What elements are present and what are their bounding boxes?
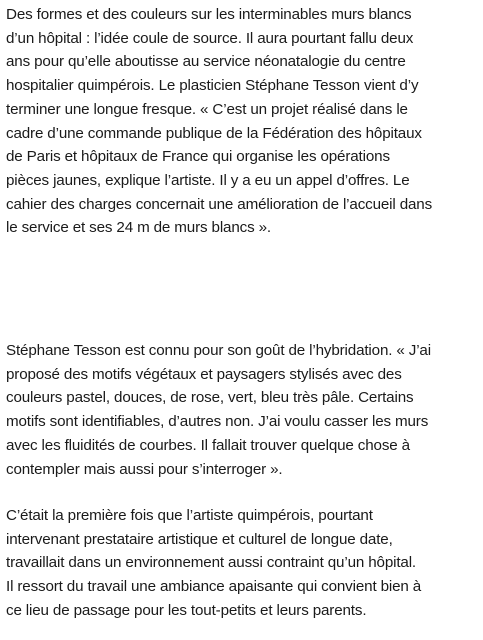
paragraph-line: Stéphane Tesson est connu pour son goût de l’hybridation. « J’ai: [6, 342, 431, 359]
paragraph-line: motifs sont identifiables, d’autres non. J’ai voulu casser les murs: [6, 413, 429, 431]
paragraph-line: couleurs pastel, douces, de rose, vert, bleu très pâle. Certains: [6, 389, 414, 407]
paragraph-line: contempler mais aussi pour s’interroger ».: [6, 460, 283, 478]
paragraph-line: pièces jaunes, explique l’artiste. Il y a eu un appel d’offres. Le: [6, 171, 410, 189]
paragraph-line: ce lieu de passage pour les tout-petits et leurs parents.: [6, 601, 367, 619]
paragraph-line: Il ressort du travail une ambiance apaisante qui convient bien à: [6, 578, 422, 596]
paragraph-line: cadre d’une commande publique de la Fédération des hôpitaux: [6, 124, 422, 142]
paragraph-line: hospitalier quimpérois. Le plasticien Stéphane Tesson vient d’y: [6, 77, 419, 95]
paragraph-line: intervenant prestataire artistique et culturel de longue date,: [6, 530, 393, 548]
paragraph-line: de Paris et hôpitaux de France qui organise les opérations: [6, 148, 390, 166]
paragraph-line: terminer une longue fresque. « C’est un projet réalisé dans le: [6, 100, 408, 118]
paragraph-line: travaillait dans un environnement aussi contraint qu’un hôpital.: [6, 554, 416, 572]
paragraph-2: [6, 339, 431, 481]
paragraph-line: C’était la première fois que l’artiste quimpérois, pourtant: [6, 507, 373, 524]
paragraph-3: [6, 504, 421, 623]
paragraph-line: le service et ses 24 m de murs blancs ».: [6, 219, 271, 237]
paragraph-line: avec les fluidités de courbes. Il fallait trouver quelque chose à: [6, 436, 410, 454]
paragraph-line: proposé des motifs végétaux et paysagers stylisés avec des: [6, 365, 402, 383]
paragraph-1: [6, 3, 432, 240]
paragraph-line: ans pour qu’elle aboutisse au service néonatalogie du centre: [6, 53, 406, 71]
paragraph-line: cahier des charges concernait une amélioration de l’accueil dans: [6, 195, 433, 213]
paragraph-line: Des formes et des couleurs sur les interminables murs blancs: [6, 6, 412, 23]
paragraph-line: d’un hôpital : l’idée coule de source. Il aura pourtant fallu deux: [6, 29, 414, 47]
